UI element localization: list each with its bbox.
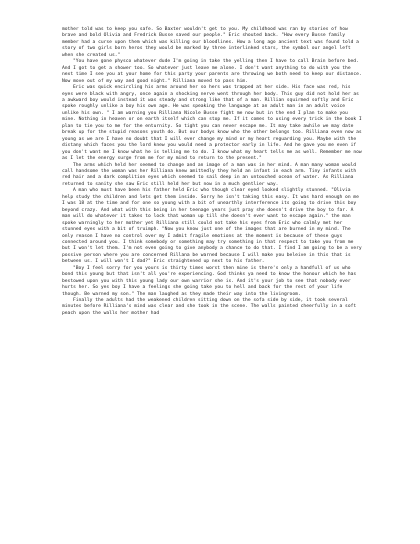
document-page [62,27,362,317]
paragraph: "You have gone physco whatever dude I'm going in take the yelling then I have to call Brain before bed. And I got to get a shower too. So whatever just leave me alone. I don't want anything to do with you the next time I see you at your home for this party your parents are throwing we both need to keep our distance. Now move out of my way and good night." Rilliana moved to pass him. [62,59,362,84]
paragraph: Eric was quick encircling his arms around her so hers was trapped at her side. His face was red, his eyes were black with angry, once again a shocking nerve went through her body. This guy did not hold her as a awkward boy would instead it was steady and strong like that of a man. Rillian squirmed softly and Eric spoke roughly unlike a boy his own age. He was speaking the language at an adult man in an adult voice unlike his own. " I am warning you Rilliana Nicole Busse fight me now but in the end I plan to make you mine. Nothing in heaven or on earth itself which can stop me. If it comes to using every trick in the book I plan to tie you to me for the enturnity. So tight you can never escape me. It may take awhile we may date break up for the stupid reasons youth do. But our bodys know who the other belongs too. Rilliana even now as young as we are I have no doubt that I will ever change my mind or my heart reguarding you. Maybe with the distany which faces you the lord knew you would need a protector early in life. And he gave you me even if you don't want me I know what he is telling me to do. I know what my heart tells me as well. Remember me now as I let the energy surge from me for my mind to return to the present." [62,85,362,162]
paragraph: A man who must have been his father held Eric who though clear eyed looked slightly stunned. "Olivia help study the children and lets get them inside. Sorry he isn't taking this easy. It was hard enough on me I was 18 at the time and for one so young with a bit of unearthly interference its going to drive this boy beyond crazy. And what with this being in her teenage years just pray she doesn't drive the boy to far. A man will do whatever it takes to lock that woman up till she doesn't ever want to escape again." the man spoke warningly to her mother yet Rilliana still could not take his eyes from Eric who calmly met her stunned eyes with a bit of truimph. "Now you know just one of the images that are burned in my mind. The only reason I have no control over my I admit fragile emotions at the moment is because of these guys connected around you. I think somebody or something may try something in that respect to take you from me but I won't let them. I'm not even going to give anybody a chance to do that. I find I am going to be a very possive person where you are concerned Rillana be warned because I will make you beleive in this that is between us. I will won't I dad?" Eric straightened up next to his father. [62,188,362,265]
paragraph: "Boy I feel sorry for you yours is thirty times worst then mine is there's only a handfull of us who bond this young but that isn't all you're experiencing. God thinks ya need to know the honour which he has bestowed upon you with this young lady our own warrior she is. And it's your job to see that nobody ever hurts her. So yes boy I have a feelings she going take you to hell and back for the rest of your life though. Be warned my son." The man laughed as they made their way into the livingroom. [62,265,357,297]
paragraph: Finally the adults had the weakened children sitting down on the sofa side by side, it took several minutes before Rilliana's mind was clear and she took in the scene. The walls painted cheerfully in a soft peach upon the walls her mother had [62,298,357,316]
paragraph: mother told was to keep you safe. So Baxter wouldn't get to you. My childhood was ran by stories of how brave and bold Olivia and Fredrick Busse saved our people." Eric shouted back. "How every Busse family member had a curse upon them which was killing our bloodlines. How a long ago ancient text was found told a story of two girls born heros they would be marked by three interlinked stars, the symbol our angel left when she created us." [62,27,359,58]
paragraph: The arms which held her seemed to change and an image of a man was in her mind. A man many woman would call handsome the woman was her Rilliana knew amittedly they held an infant in each arm. Tiny infants with red hair and a dark complition eyes which seemed to sail deep in an untouched ocean of water. As Rilliana returned to sanity she saw Eric still held her but now in a much gentlier way. [62,162,357,187]
